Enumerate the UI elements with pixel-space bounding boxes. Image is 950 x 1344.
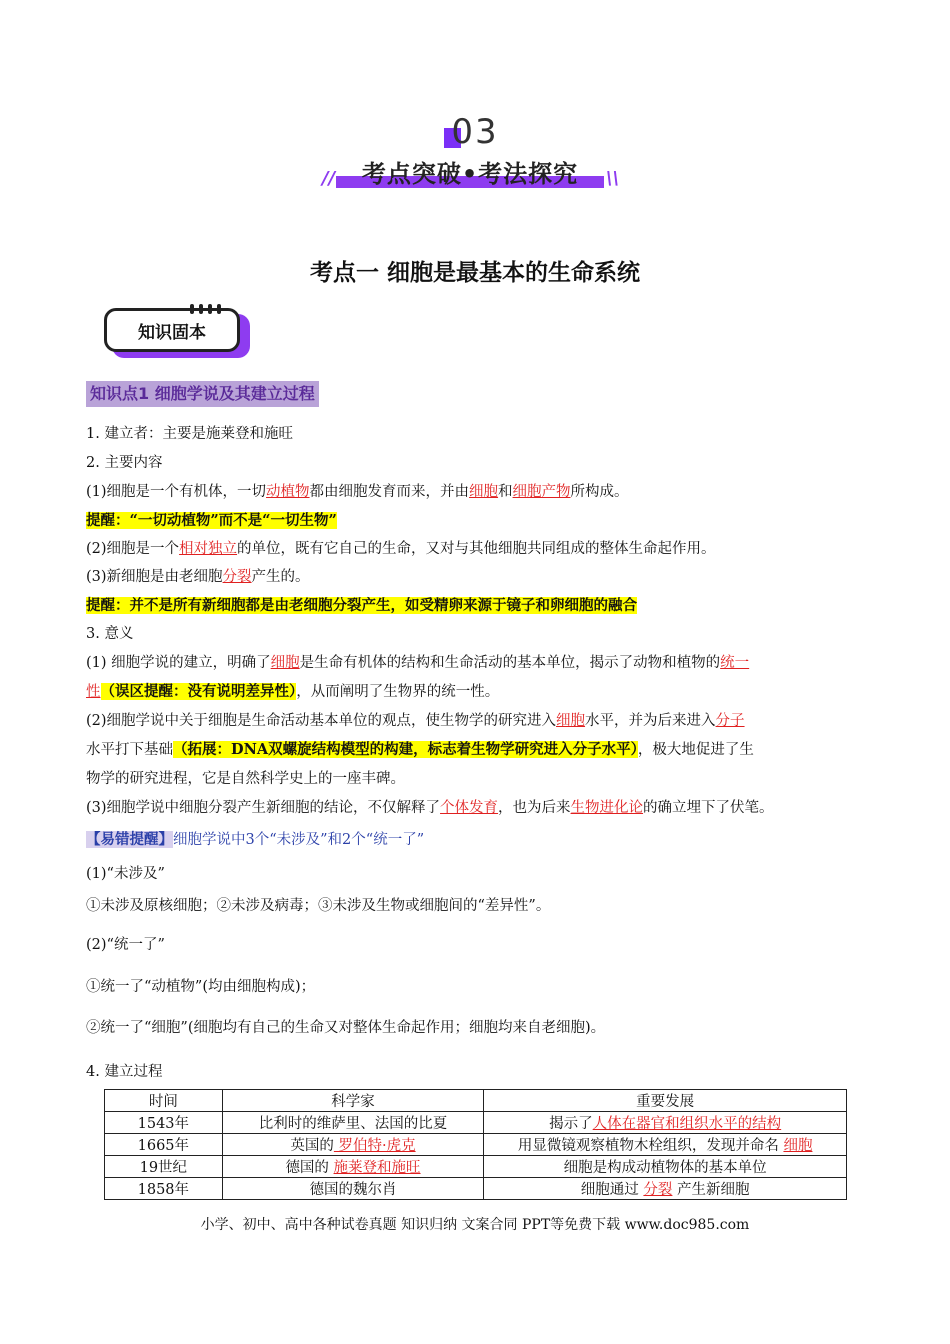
answer-blank: 性 [86, 684, 101, 700]
table-header-row [105, 1090, 847, 1112]
banner-slash-right: \\ [606, 168, 620, 189]
text-line-12: (3)细胞学说中细胞分裂产生新细胞的结论，不仅解释了个体发育，也为后来生物进化论的确立埋下了伏笔。 [86, 800, 774, 816]
development-cell: 用显微镜观察植物木栓组织，发现并命名 细胞 [484, 1134, 847, 1156]
text-line-9: (2)细胞学说中关于细胞是生命活动基本单位的观点，使生物学的研究进入细胞水平，并为后来进入分子 [86, 713, 745, 729]
answer-blank: 统一 [720, 655, 750, 671]
table-row [105, 1178, 847, 1200]
section-title: 考点一 细胞是最基本的生命系统 [309, 260, 640, 286]
col-header-scientist: 科学家 [222, 1090, 484, 1112]
answer-blank: 动植物 [266, 484, 310, 500]
answer-blank: 细胞 [469, 484, 499, 500]
text-line-11: 物学的研究进程，它是自然科学史上的一座丰碑。 [86, 771, 405, 787]
answer-blank: 人体在器官和组织水平的结构 [592, 1116, 782, 1132]
development-cell: 细胞通过 分裂 产生新细胞 [484, 1178, 847, 1200]
col-header-time: 时间 [105, 1090, 223, 1112]
answer-blank: 细胞产物 [512, 484, 571, 500]
text-line-6: 3. 意义 [86, 626, 134, 642]
badge-rings-icon [190, 304, 230, 312]
table-row [105, 1156, 847, 1178]
text-line-2: 2. 主要内容 [86, 455, 163, 471]
knowledge-badge [104, 304, 250, 358]
answer-blank: 细胞 [270, 655, 300, 671]
knowledge-point-heading: 知识点1 细胞学说及其建立过程 [86, 381, 319, 407]
scientist-cell: 比利时的维萨里、法国的比夏 [222, 1112, 484, 1134]
text-line-4: (2)细胞是一个相对独立的单位，既有它自己的生命，又对与其他细胞共同组成的整体生命起作用。 [86, 541, 716, 557]
answer-blank: 罗伯特·虎克 [333, 1138, 416, 1154]
text-line-3: (1)细胞是一个有机体，一切动植物都由细胞发育而来，并由细胞和细胞产物所构成。 [86, 484, 629, 500]
answer-blank: 分子 [715, 713, 745, 729]
answer-blank: 分裂 [222, 569, 252, 585]
answer-blank: 施莱登和施旺 [333, 1160, 421, 1176]
error-tip-label: 【易错提醒】 [86, 831, 173, 848]
answer-blank: 细胞 [556, 713, 586, 729]
time-cell: 19世纪 [105, 1156, 223, 1178]
scientist-cell: 英国的 罗伯特·虎克 [222, 1134, 484, 1156]
text-line-14: (1)“未涉及” [86, 866, 165, 882]
banner-slash-left: // [322, 168, 336, 189]
page-footer[interactable]: 小学、初中、高中各种试卷真题 知识归纳 文案合同 PPT等免费下载 www.doc985.com [200, 1217, 750, 1233]
chapter-banner [336, 158, 604, 188]
time-cell: 1543年 [105, 1112, 223, 1134]
answer-blank: 生物进化论 [570, 800, 644, 816]
banner-title: 考点突破•考法探究 [361, 160, 579, 188]
text-line-1: 1. 建立者：主要是施莱登和施旺 [86, 426, 293, 442]
time-cell: 1858年 [105, 1178, 223, 1200]
tip-line-2 [86, 596, 637, 616]
answer-blank: 细胞 [783, 1138, 813, 1154]
answer-blank: 个体发育 [440, 800, 499, 816]
text-line-10: 水平打下基础（拓展：DNA双螺旋结构模型的构建，标志着生物学研究进入分子水平），极大地促进了生 [86, 741, 754, 758]
highlight-tip: 提醒：并不是所有新细胞都是由老细胞分裂产生，如受精卵来源于镜子和卵细胞的融合 [86, 597, 637, 614]
badge-label: 知识固本 [104, 308, 240, 352]
scientist-cell: 德国的 施莱登和施旺 [222, 1156, 484, 1178]
highlight-tip: （拓展：DNA双螺旋结构模型的构建，标志着生物学研究进入分子水平） [173, 741, 638, 758]
development-cell: 揭示了人体在器官和组织水平的结构 [484, 1112, 847, 1134]
text-line-7: (1) 细胞学说的建立，明确了细胞是生命有机体的结构和生命活动的基本单位，揭示了动物和植物的统一 [86, 655, 750, 671]
text-line-19: 4. 建立过程 [86, 1064, 163, 1080]
text-line-17: ①统一了“动植物”(均由细胞构成)； [86, 979, 316, 995]
history-table [104, 1089, 847, 1200]
scientist-cell: 德国的魏尔肖 [222, 1178, 484, 1200]
table-row [105, 1112, 847, 1134]
text-line-15: ①未涉及原核细胞；②未涉及病毒；③未涉及生物或细胞间的“差异性”。 [86, 898, 551, 914]
answer-blank: 分裂 [643, 1182, 673, 1198]
highlight-tip: （误区提醒：没有说明差异性） [100, 683, 297, 700]
text-line-8: 性（误区提醒：没有说明差异性），从而阐明了生物界的统一性。 [86, 683, 500, 700]
text-line-5: (3)新细胞是由老细胞分裂产生的。 [86, 569, 310, 585]
text-line-18: ②统一了“细胞”(细胞均有自己的生命又对整体生命起作用；细胞均来自老细胞)。 [86, 1020, 606, 1036]
table-row [105, 1134, 847, 1156]
time-cell: 1665年 [105, 1134, 223, 1156]
text-line-16: (2)“统一了” [86, 937, 165, 953]
development-cell: 细胞是构成动植物体的基本单位 [484, 1156, 847, 1178]
chapter-number: 03 [451, 112, 499, 152]
tip-line-1 [86, 511, 337, 531]
error-tip-line [86, 830, 424, 850]
error-tip-text: 细胞学说中3个“未涉及”和2个“统一了” [173, 832, 425, 848]
col-header-development: 重要发展 [484, 1090, 847, 1112]
answer-blank: 相对独立 [179, 541, 238, 557]
highlight-tip: 提醒：“一切动植物”而不是“一切生物” [86, 512, 337, 529]
